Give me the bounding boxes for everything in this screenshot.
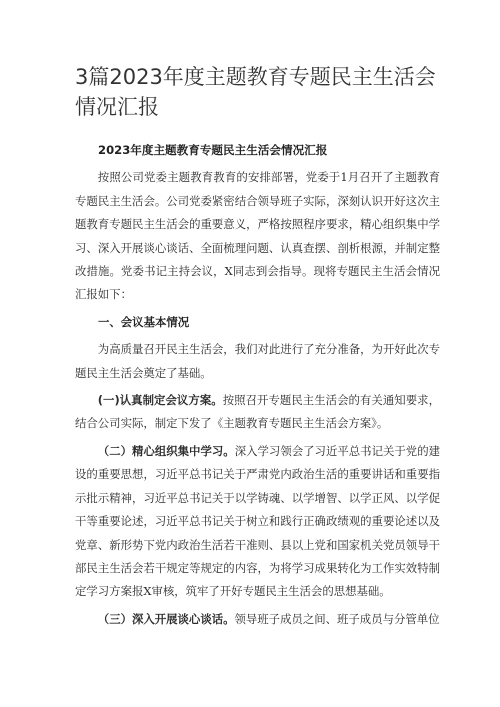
document-body <box>75 139 440 635</box>
item-2-paragraph <box>75 440 440 604</box>
item-1-paragraph <box>75 389 440 436</box>
section-1-paragraph: 为高质量召开民主生活会，我们对此进行了充分准备，为开好此次专题民主生活会奠定了基础。 <box>75 342 440 380</box>
item-2-lead: （二）精心组织集中学习。 <box>97 443 235 458</box>
item-3-paragraph <box>75 608 440 631</box>
intro-paragraph: 按照公司党委主题教育教育的安排部署，党委于1月召开了主题教育专题民主生活会。公司党委紧密结合领导班子实际，深刻认识开好这次主题教育专题民主生活会的重要意义，严格按照程序要求，精心组织集中学习、深入开展谈心谈话、全面梳理问题、认真查摆、剖析根源，并制定整改措施。党委书记主持会议，X同志到会指导。现将专题民主生活会情况汇报如下： <box>75 170 440 302</box>
document-title: 3篇2023年度主题教育专题民主生活会情况汇报 <box>75 65 436 119</box>
item-1-text: 按照召开专题民主生活会的有关通知要求，结合公司实际，制定下发了《主题教育专题民主生活会方案》。 <box>75 393 440 431</box>
item-3-text: 领导班子成员之间、班子成员与分管单位 <box>234 611 440 626</box>
section-heading-1: 一、会议基本情况 <box>98 314 190 329</box>
item-1-lead: (一)认真制定会议方案。 <box>97 393 223 408</box>
item-3-lead: （三）深入开展谈心谈话。 <box>97 611 235 626</box>
item-2-text: 深入学习领会了习近平总书记关于党的建设的重要思想，习近平总书记关于严肃党内政治生活的重要讲话和重要指示批示精神，习近平总书记关于以学铸魂、以学增智、以学正风、以学促干等重要论述，习近平总书记关于树立和践行正确政绩观的重要论述以及党章、新形势下党内政治生活若干准则、县以上党和国家机关党员领导干部民主生活会若干规定等规定的内容，为将学习成果转化为工作实效特制定学习方案报X审核，筑牢了开好专题民主生活会的思想基础。 <box>75 443 440 599</box>
report-subtitle: 2023年度主题教育专题民主生活会情况汇报 <box>98 143 328 157</box>
